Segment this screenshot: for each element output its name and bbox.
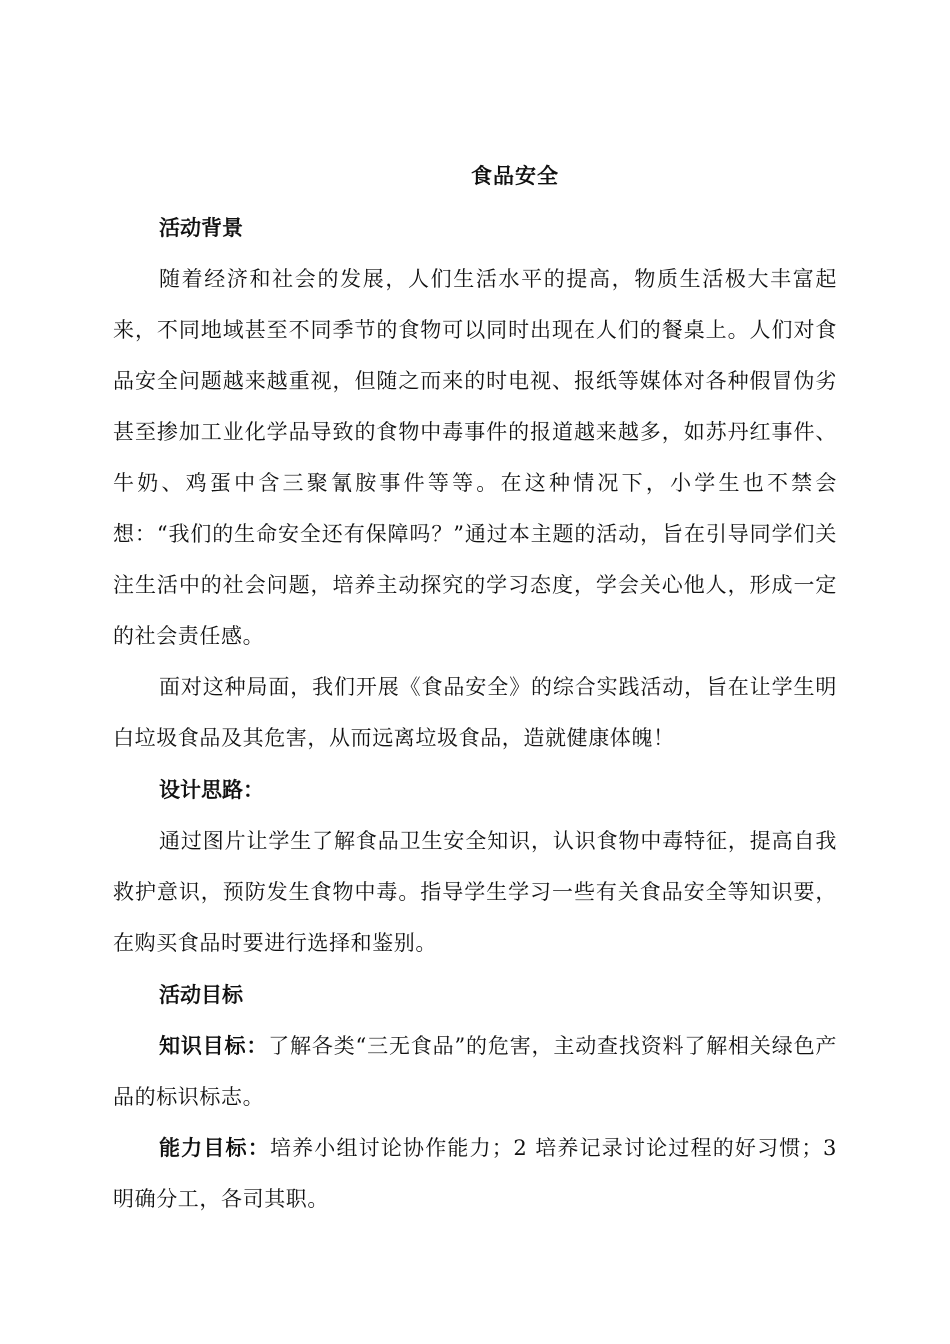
knowledge-goal-text: 了解各类“三无食品”的危害，主动查找资料了解相关绿色产品的标识标志。	[113, 1034, 838, 1109]
design-paragraph: 通过图片让学生了解食品卫生安全知识，认识食物中毒特征，提高自我救护意识，预防发生食物中毒。指导学生学习一些有关食品安全等知识要，在购买食品时要进行选择和鉴别。	[113, 829, 837, 955]
ability-goal-label: 能力目标：	[159, 1136, 270, 1160]
knowledge-goal-label: 知识目标：	[159, 1034, 269, 1058]
ability-goal-paragraph	[113, 1123, 837, 1225]
ability-goal-text: 培养小组讨论协作能力；2 培养记录讨论过程的好习惯；3 明确分工，各司其职。	[113, 1136, 837, 1211]
document-title: 食品安全	[471, 164, 559, 188]
document-page	[113, 150, 837, 1225]
background-paragraph-2: 面对这种局面，我们开展《食品安全》的综合实践活动，旨在让学生明白垃圾食品及其危害，从而远离垃圾食品，造就健康体魄！	[113, 675, 837, 750]
section-heading-design: 设计思路：	[159, 778, 264, 802]
section-heading-background: 活动背景	[159, 216, 243, 240]
knowledge-goal-paragraph	[113, 1021, 837, 1123]
section-heading-goals: 活动目标	[159, 983, 243, 1007]
background-paragraph-1: 随着经济和社会的发展，人们生活水平的提高，物质生活极大丰富起来，不同地域甚至不同季节的食物可以同时出现在人们的餐桌上。人们对食品安全问题越来越重视，但随之而来的时电视、报纸等媒体对各种假冒伪劣甚至掺加工业化学品导致的食物中毒事件的报道越来越多，如苏丹红事件、牛奶、鸡蛋中含三聚氰胺事件等等。在这种情况下，小学生也不禁会想：“我们的生命安全还有保障吗？”通过本主题的活动，旨在引导同学们关注生活中的社会问题，培养主动探究的学习态度，学会关心他人，形成一定的社会责任感。	[113, 267, 837, 648]
